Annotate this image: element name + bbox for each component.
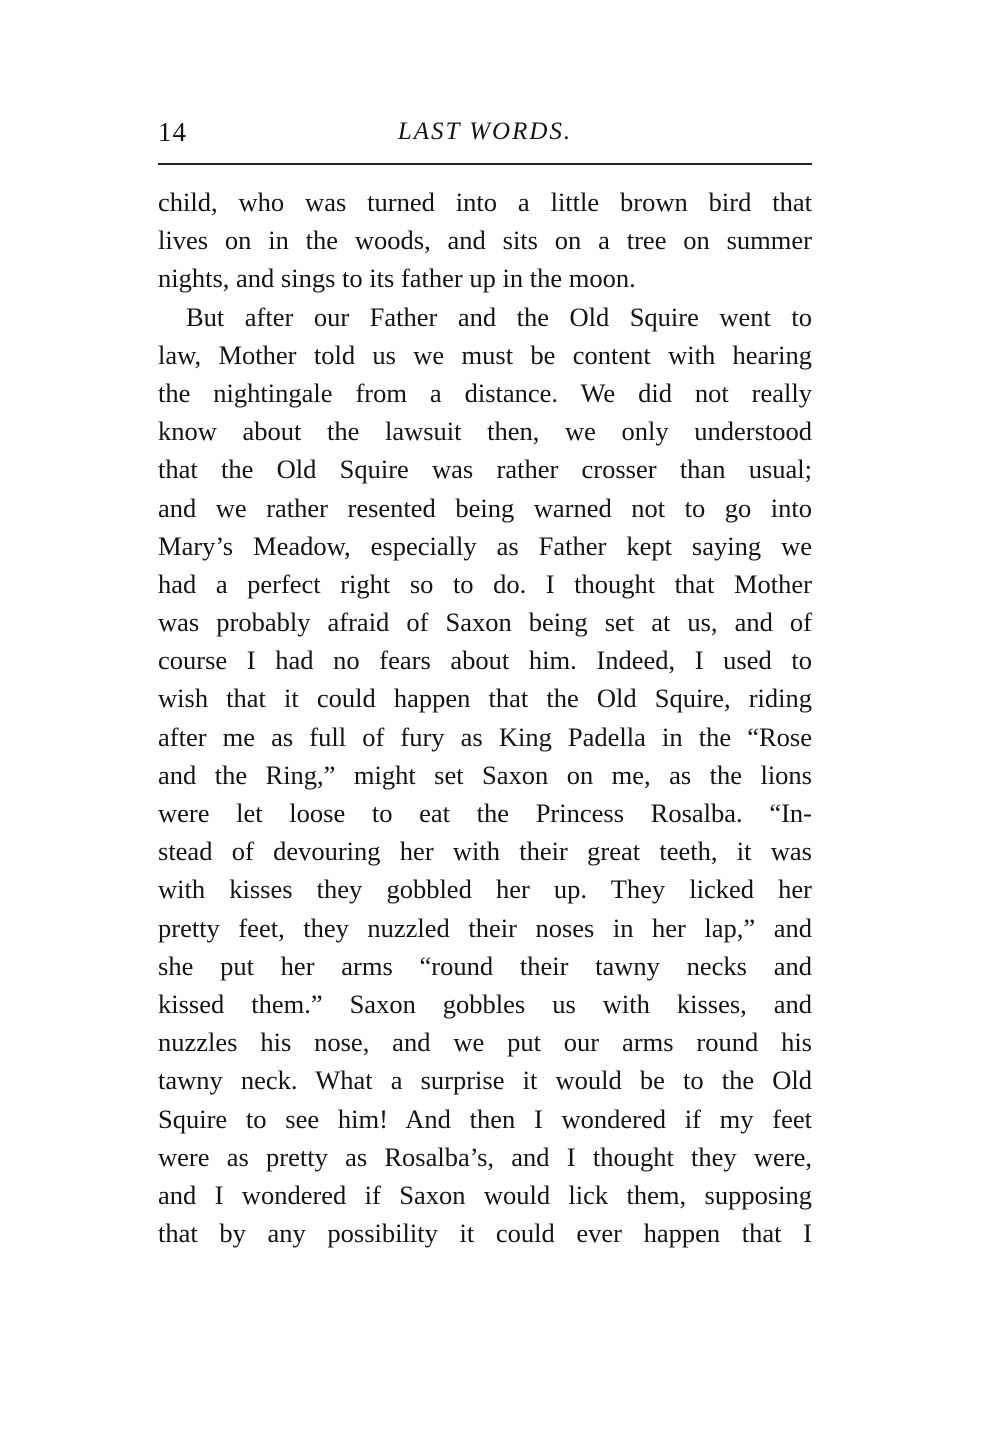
text-line: course I had no fears about him. Indeed, I used to (158, 645, 812, 676)
body-text (158, 183, 812, 1252)
text-line: know about the lawsuit then, we only understood (158, 416, 812, 447)
text-line: kissed them.” Saxon gobbles us with kisses, and (158, 988, 812, 1019)
text-line: and I wondered if Saxon would lick them, supposing (158, 1179, 812, 1210)
text-line: were let loose to eat the Princess Rosalba. “In- (158, 798, 812, 828)
text-line: and we rather resented being warned not to go into (158, 492, 812, 523)
text-line: that by any possibility it could ever happen that I (158, 1218, 812, 1249)
text-line: had a perfect right so to do. I thought that Mother (158, 568, 812, 599)
text-line: she put her arms “round their tawny necks and (158, 950, 812, 981)
text-line: stead of devouring her with their great teeth, it was (158, 836, 812, 867)
text-line: with kisses they gobbled her up. They licked her (158, 874, 812, 905)
text-line: Mary’s Meadow, especially as Father kept saying we (158, 530, 812, 561)
running-title: LAST WORDS. (397, 118, 573, 145)
text-line: after me as full of fury as King Padella in the “Rose (158, 721, 812, 752)
text-line: pretty feet, they nuzzled their noses in her lap,” and (158, 912, 812, 943)
running-head (158, 112, 812, 152)
text-line: was probably afraid of Saxon being set at us, and of (158, 607, 812, 638)
text-line: were as pretty as Rosalba’s, and I thought they were, (158, 1141, 812, 1172)
text-line: law, Mother told us we must be content with hearing (158, 339, 812, 370)
text-line: the nightingale from a distance. We did not really (158, 377, 812, 408)
paragraph-first-line: But after our Father and the Old Squire went to (186, 301, 812, 332)
text-line: tawny neck. What a surprise it would be to the Old (158, 1065, 812, 1096)
text-line: nuzzles his nose, and we put our arms round his (158, 1027, 812, 1058)
text-line: child, who was turned into a little brown bird that (158, 187, 812, 217)
header-rule (158, 163, 812, 165)
page-number: 14 (158, 117, 187, 147)
text-line: Squire to see him! And then I wondered if my feet (158, 1103, 812, 1134)
text-line: and the Ring,” might set Saxon on me, as the lions (158, 759, 812, 790)
text-line: wish that it could happen that the Old Squire, riding (158, 683, 812, 714)
text-line: that the Old Squire was rather crosser than usual; (158, 454, 812, 485)
text-line: lives on in the woods, and sits on a tree on summer (158, 225, 812, 256)
text-line: nights, and sings to its father up in the moon. (158, 263, 636, 294)
